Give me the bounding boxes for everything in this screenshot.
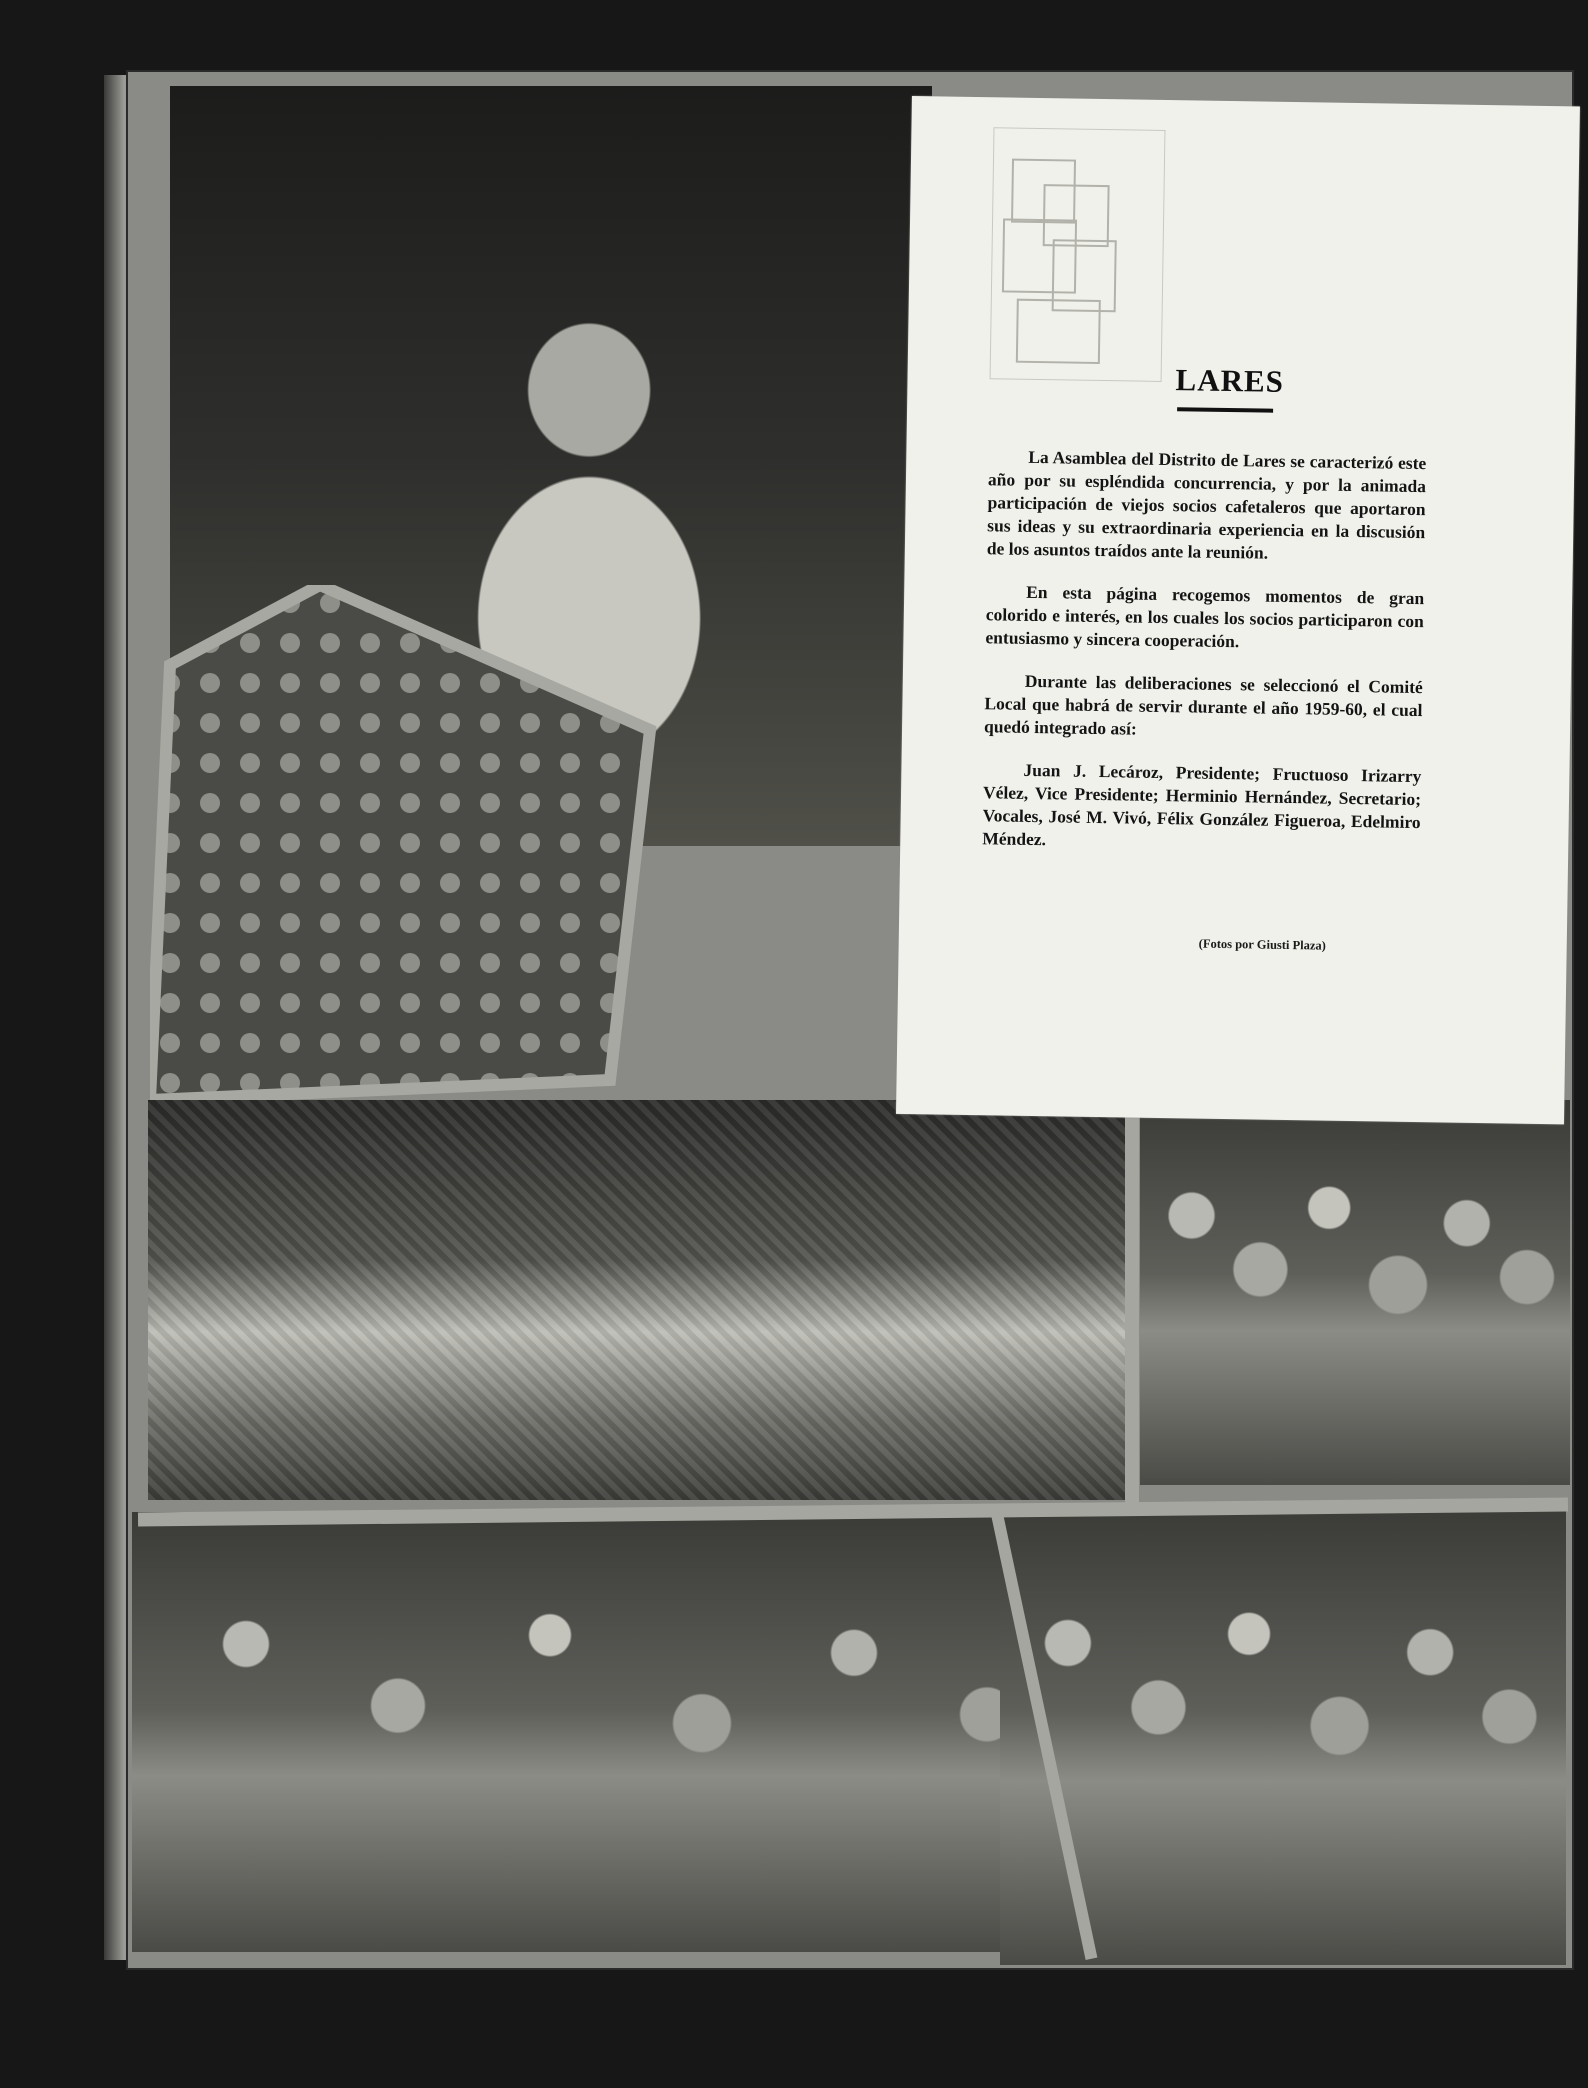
title-underline — [1177, 407, 1273, 413]
article-body — [982, 445, 1427, 877]
article-paragraph: En esta página recogemos momentos de gran colorido e interés, en los cuales los socios participaron con entusiasmo y sincera cooperación. — [985, 581, 1425, 652]
pencil-sketch — [990, 127, 1166, 382]
photo-bottom-left-audience — [132, 1512, 1082, 1952]
photo-hexagon-inset — [150, 585, 670, 1105]
article-panel — [896, 96, 1580, 1124]
article-title: LARES — [1175, 362, 1285, 399]
photo-credit: (Fotos por Giusti Plaza) — [1198, 936, 1327, 953]
photo-right-dancing — [1140, 1100, 1570, 1485]
article-paragraph: La Asamblea del Distrito de Lares se caracterizó este año por su espléndida concurrencia, y por la animada participación de viejos socios cafetaleros que aportaron sus ideas y su extraordinaria experiencia en la discusión de los asuntos traídos ante la reunión. — [986, 446, 1427, 563]
collage-divider — [1125, 1100, 1139, 1510]
article-paragraph: Durante las deliberaciones se seleccionó el Comité Local que habrá de servir durante el año 1959-60, el cual quedó integrado así: — [983, 670, 1423, 739]
committee-members: Juan J. Lecároz, Presidente; Fructuoso Irizarry Vélez, Vice Presidente; Herminio Hernández, Secretario; Vocales, José M. Vivó, Félix González Figueroa, Edelmiro Méndez. — [982, 759, 1422, 850]
photo-bottom-right-audience — [1000, 1505, 1566, 1965]
photo-middle-speaker — [148, 1100, 1128, 1500]
